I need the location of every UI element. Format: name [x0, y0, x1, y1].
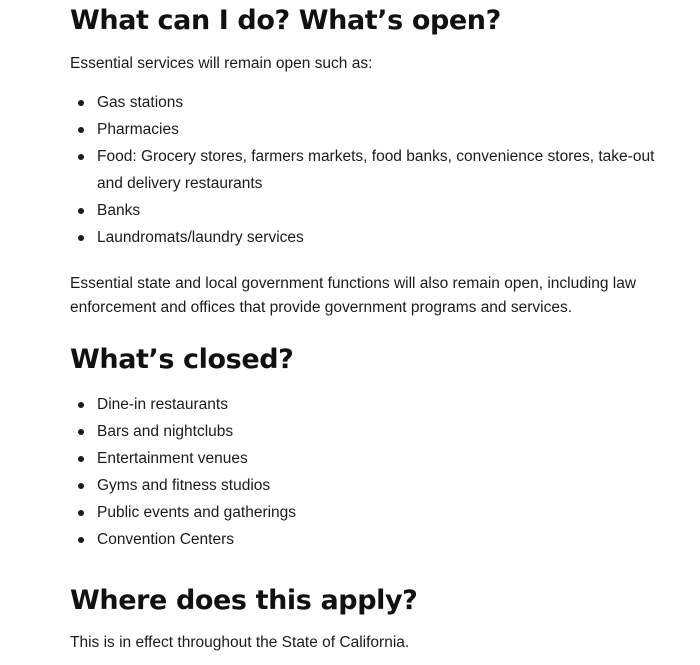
heading-whats-open: What can I do? What’s open?	[70, 5, 501, 36]
closed-list	[70, 391, 680, 553]
list-item: Dine-in restaurants	[70, 391, 680, 418]
heading-whats-closed: What’s closed?	[70, 344, 294, 375]
open-intro: Essential services will remain open such as:	[70, 55, 373, 72]
open-list	[70, 89, 680, 251]
list-item: Bars and nightclubs	[70, 418, 680, 445]
apply-text: This is in effect throughout the State of California.	[70, 634, 410, 651]
list-item: Entertainment venues	[70, 445, 680, 472]
list-item: Banks	[70, 197, 680, 224]
list-item: Gyms and fitness studios	[70, 472, 680, 499]
list-item: Gas stations	[70, 89, 680, 116]
heading-where-applies: Where does this apply?	[70, 585, 418, 616]
list-item: Laundromats/laundry services	[70, 224, 680, 251]
list-item: Pharmacies	[70, 116, 680, 143]
government-note: Essential state and local government functions will also remain open, including law enforcement and offices that provide government programs and services.	[70, 275, 637, 316]
list-item: Public events and gatherings	[70, 499, 680, 526]
list-item: Food: Grocery stores, farmers markets, food banks, convenience stores, take-out and delivery restaurants	[70, 143, 680, 197]
list-item: Convention Centers	[70, 526, 680, 553]
